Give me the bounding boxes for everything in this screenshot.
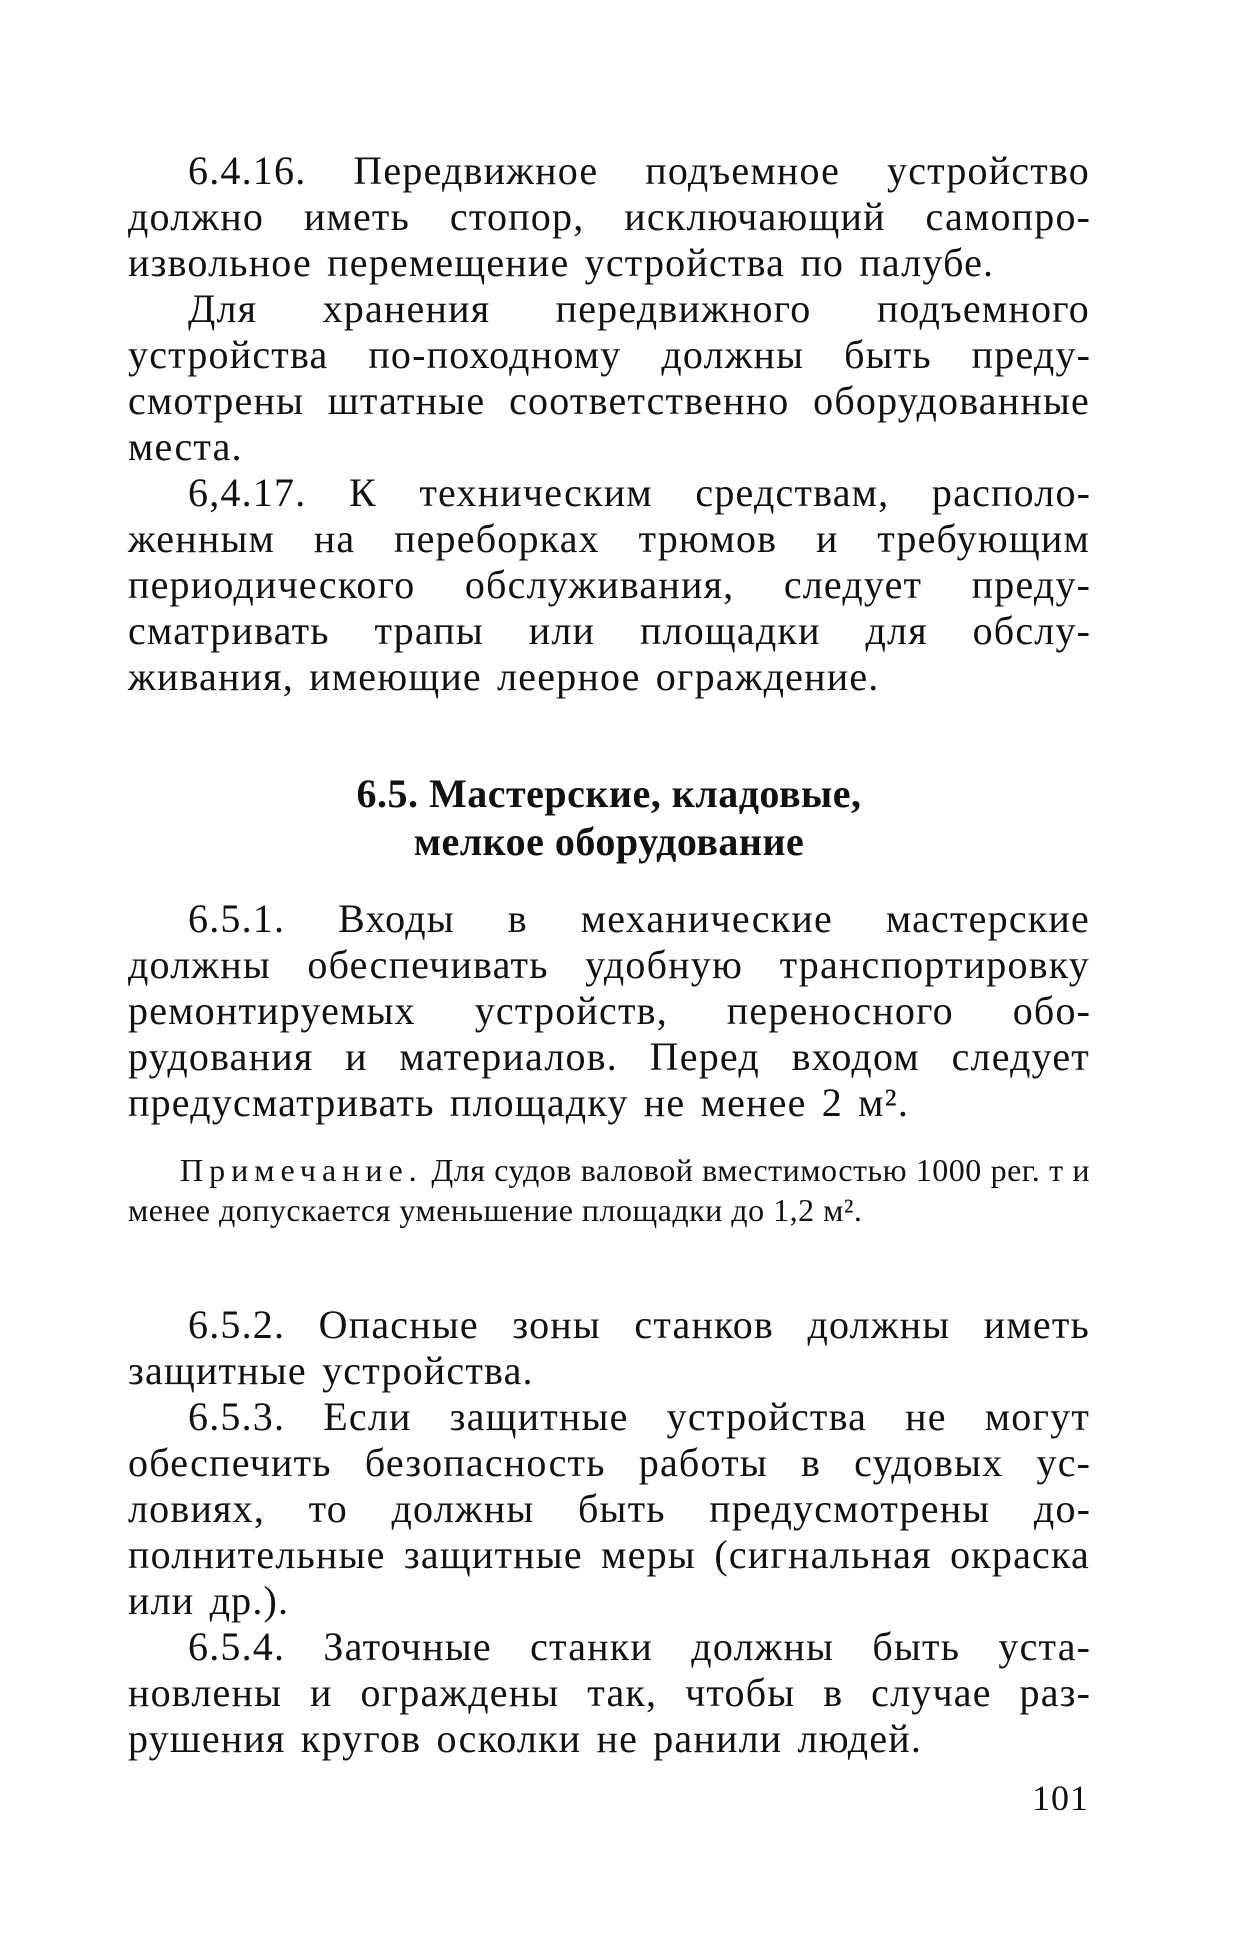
text-block-bottom	[128, 1302, 1090, 1762]
paragraph-6-5-2: 6.5.2. Опасные зоны станков должны иметь защитные устройства.	[128, 1302, 1090, 1393]
paragraph-6-5-3: 6.5.3. Если защитные устройства не могут обеспечить безопасность работы в судовых условиях, то должны быть предусмотрены дополнительные защитные меры (сигнальная окраска или др.).	[128, 1394, 1090, 1623]
paragraph-storage: Для хранения передвижного подъемного устройства по-походному должны быть предусмотрены штатные соответственно оборудованные места.	[128, 286, 1090, 469]
heading-line-1: 6.5. Мастерские, кладовые,	[356, 771, 862, 816]
paragraph-6-5-1: 6.5.1. Входы в механические мастерские должны обеспечивать удобную транспортировку ремонтируемых устройств, переносного оборудования и материалов. Перед входом следует предусматривать площадку не менее 2 м².	[128, 896, 1090, 1125]
note-text: Для судов валовой вместимостью 1000 рег. т и менее допускается уменьшение площадки до 1,2 м².	[128, 1152, 1090, 1228]
text-block-top	[128, 148, 1090, 700]
note-label: Примечание.	[180, 1152, 423, 1188]
note	[128, 1150, 1090, 1230]
paragraph-6-5-4: 6.5.4. Заточные станки должны быть установлены и ограждены так, чтобы в случае разрушения кругов осколки не ранили людей.	[128, 1624, 1090, 1761]
text-block-mid	[128, 896, 1090, 1126]
paragraph-6-4-16: 6.4.16. Передвижное подъемное устройство должно иметь стопор, исключающий самопроизвольное перемещение устройства по палубе.	[128, 148, 1090, 285]
section-heading-6-5	[128, 770, 1090, 866]
paragraph-6-4-17: 6,4.17. К техническим средствам, расположенным на переборках трюмов и требующим периодического обслуживания, следует предусматривать трапы или площадки для обслуживания, имеющие леерное ограждение.	[128, 470, 1090, 699]
heading-line-2: мелкое оборудование	[413, 819, 805, 864]
page-number: 101	[1032, 1778, 1089, 1818]
